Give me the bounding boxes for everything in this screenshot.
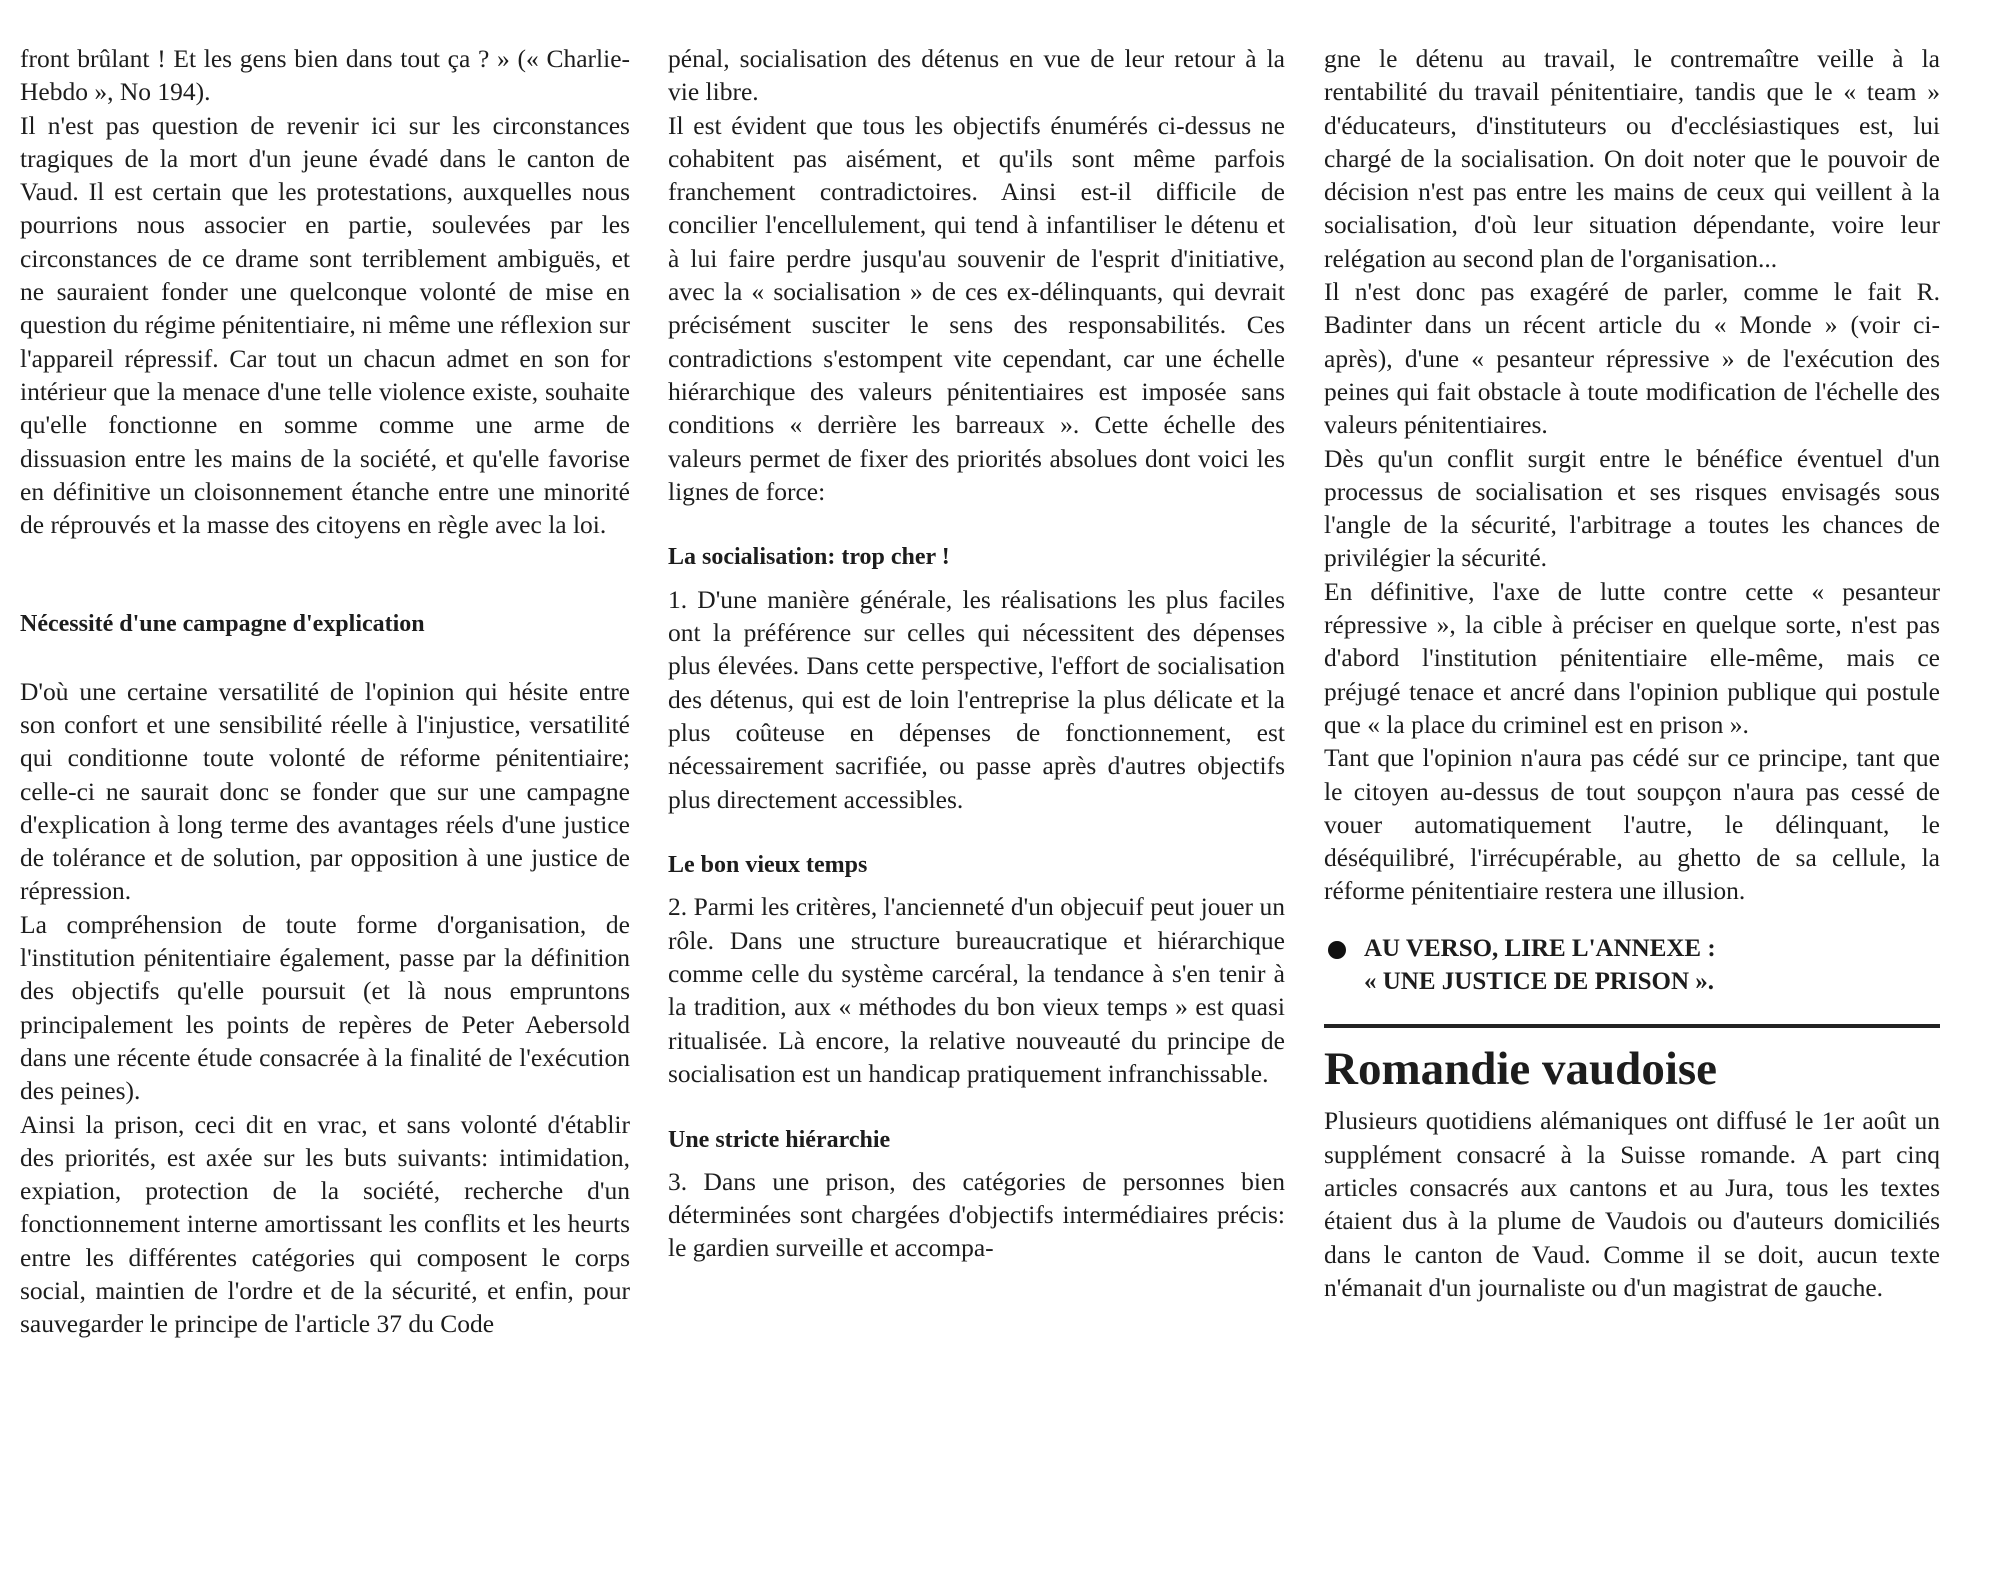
verso-notice (1324, 932, 1940, 999)
paragraph: Tant que l'opinion n'aura pas cédé sur ce principe, tant que le citoyen au-dessus de tout soupçon n'aura pas cessé de vouer automatiquement l'autre, le délinquant, le déséquilibré, l'irrécupérable, au ghetto de sa cellule, la réforme pénitentiaire restera une illusion. (1324, 743, 1940, 906)
verso-line-2: « UNE JUSTICE DE PRISON ». (1364, 968, 1715, 996)
paragraph: 1. D'une manière générale, les réalisations les plus faciles ont la préférence sur celles qui nécessitent des dépenses plus élevées. Dans cette perspective, l'effort de socialisation des détenus, qui est de loin l'entreprise la plus délicate et la plus coûteuse en dépenses de fonctionnement, est nécessairement sacrifiée, ou passe après d'autres objectifs plus directement accessibles. (668, 584, 1285, 814)
paragraph: Il n'est donc pas exagéré de parler, comme le fait R. Badinter dans un récent article du « Monde » (voir ci-après), d'une « pesanteur répressive » de l'exécution des peines qui fait obstacle à toute modification de l'échelle des valeurs pénitentiaires. (1324, 277, 1940, 440)
paragraph: 3. Dans une prison, des catégories de personnes bien déterminées sont chargées d'objectifs intermédiaires précis: le gardien surveille et accompa- (668, 1166, 1285, 1263)
paragraph: Plusieurs quotidiens alémaniques ont diffusé le 1er août un supplément consacré à la Suisse romande. A part cinq articles consacrés aux cantons et au Jura, tous les textes étaient dus à la plume de Vaudois ou d'auteurs domiciliés dans le canton de Vaud. Comme il se doit, aucun texte n'émanait d'un journaliste ou d'un magistrat de gauche. (1324, 1106, 1940, 1302)
section-heading: Nécessité d'une campagne d'explication (20, 611, 425, 638)
bullet-icon (1328, 941, 1346, 959)
column-1 (20, 42, 630, 1341)
paragraph: En définitive, l'axe de lutte contre cette « pesanteur répressive », la cible à préciser en quelque sorte, n'est pas d'abord l'institution pénitentiaire elle-même, mais ce préjugé tenace et ancré dans l'opinion publique qui postule que « la place du criminel est en prison ». (1324, 576, 1940, 739)
article-title: Romandie vaudoise (1324, 1043, 1718, 1096)
paragraph: Ainsi la prison, ceci dit en vrac, et sans volonté d'établir des priorités, est axée sur les buts suivants: intimidation, expiation, protection de la société, recherche d'un fonctionnement interne amortissant les conflits et les heurts entre les différentes catégories qui composent le corps social, maintien de l'ordre et de la sécurité, et enfin, pour sauvegarder le principe de l'article 37 du Code (20, 1109, 630, 1339)
section-divider (1324, 1024, 1940, 1028)
paragraph: D'où une certaine versatilité de l'opinion qui hésite entre son confort et une sensibilité réelle à l'injustice, versatilité qui conditionne toute volonté de réforme pénitentiaire; celle-ci ne saurait donc se fonder que sur une campagne d'explication à long terme des avantages réels d'une justice de tolérance et de solution, par opposition à une justice de répression. (20, 676, 630, 906)
column-2 (668, 42, 1285, 1265)
section-heading: La socialisation: trop cher ! (668, 544, 950, 571)
paragraph: Il est évident que tous les objectifs énumérés ci-dessus ne cohabitent pas aisément, et qu'ils sont même parfois franchement contradictoires. Ainsi est-il difficile de concilier l'encellulement, qui tend à infantiliser le détenu et à lui faire perdre jusqu'au souvenir de l'esprit d'initiative, avec la « socialisation » de ces ex-délinquants, qui devrait précisément susciter le sens des responsabilités. Ces contradictions s'estompent vite cependant, car une échelle hiérarchique des valeurs pénitentiaires est imposée sans conditions « derrière les barreaux ». Cette échelle des valeurs permet de fixer des priorités absolues dont voici les lignes de force: (668, 110, 1285, 506)
paragraph: Dès qu'un conflit surgit entre le bénéfice éventuel d'un processus de socialisation et ses risques envisagés sous l'angle de la sécurité, l'arbitrage a toutes les chances de privilégier la sécurité. (1324, 443, 1940, 573)
section-heading: Une stricte hiérarchie (668, 1126, 891, 1153)
paragraph: 2. Parmi les critères, l'ancienneté d'un objecuif peut jouer un rôle. Dans une structure bureaucratique et hiérarchique comme celle du système carcéral, la tendance à s'en tenir à la tradition, aux « méthodes du bon vieux temps » est quasi ritualisée. Là encore, la relative nouveauté du principe de socialisation est un handicap pratiquement infranchissable. (668, 892, 1285, 1088)
paragraph: pénal, socialisation des détenus en vue de leur retour à la vie libre. (668, 44, 1285, 107)
paragraph: front brûlant ! Et les gens bien dans tout ça ? » (« Charlie-Hebdo », No 194). (20, 44, 630, 107)
verso-line-1: AU VERSO, LIRE L'ANNEXE : (1364, 934, 1716, 962)
paragraph: Il n'est pas question de revenir ici sur les circonstances tragiques de la mort d'un jeune évadé dans le canton de Vaud. Il est certain que les protestations, auxquelles nous pourrions nous associer en partie, soulevées par les circonstances de ce drame sont terriblement ambiguës, et ne sauraient fonder une quelconque volonté de mise en question du régime pénitentiaire, ni même une réflexion sur l'appareil répressif. Car tout un chacun admet en son for intérieur que la menace d'une telle violence existe, souhaite qu'elle fonctionne en somme comme une arme de dissuasion entre les mains de la société, et qu'elle favorise en définitive un cloisonnement étanche entre une minorité de réprouvés et la masse des citoyens en règle avec la loi. (20, 110, 630, 540)
section-heading: Le bon vieux temps (668, 852, 868, 879)
paragraph: gne le détenu au travail, le contremaître veille à la rentabilité du travail pénitentiaire, tandis que le « team » d'éducateurs, d'instituteurs ou d'ecclésiastiques est, lui chargé de la socialisation. On doit noter que le pouvoir de décision n'est pas entre les mains de ceux qui veillent à la socialisation, d'où leur situation dépendante, voire leur relégation au second plan de l'organisation... (1324, 44, 1940, 273)
paragraph: La compréhension de toute forme d'organisation, de l'institution pénitentiaire également, passe par la définition des objectifs qu'elle poursuit (et là nous empruntons principalement les points de repères de Peter Aebersold dans une récente étude consacrée à la finalité de l'exécution des peines). (20, 909, 630, 1106)
column-3 (1324, 42, 1940, 1304)
